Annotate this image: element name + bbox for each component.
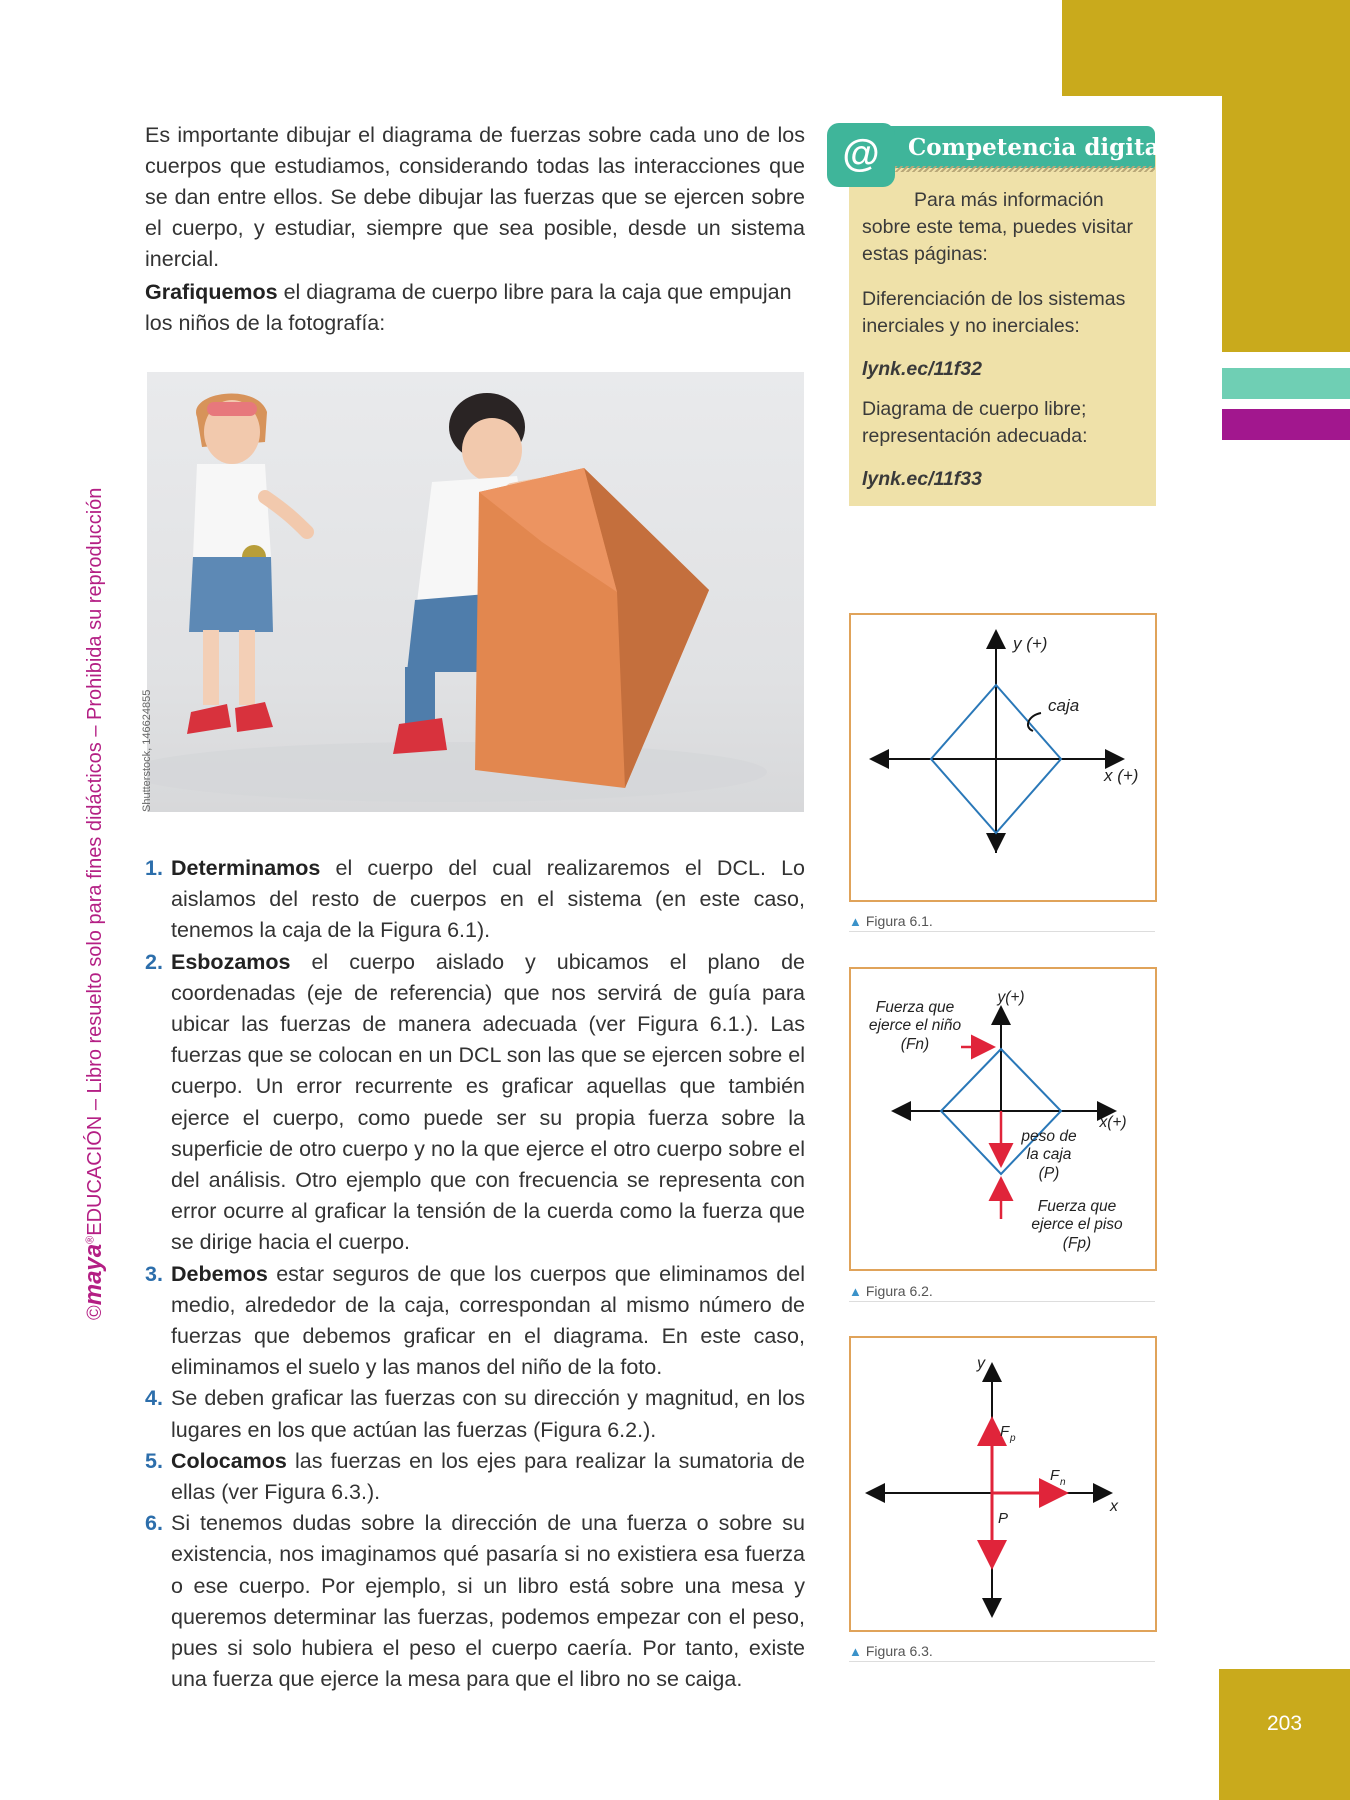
step-text: Se deben graficar las fuerzas con su dirección y magnitud, en los lugares en los que actúan las fuerzas (Figura 6.2.).: [171, 1386, 805, 1442]
y-axis-label: y(+): [997, 989, 1025, 1006]
step-bold: Debemos: [171, 1261, 268, 1286]
step-bold: Determinamos: [171, 856, 321, 880]
step-text: estar seguros de que los cuerpos que eliminamos del medio, alrededor de la caja, correspondan al mismo número de fuerzas que debemos graficar en el diagrama. En este caso, eliminamos el suelo y las manos del niño de la foto.: [171, 1261, 805, 1380]
caption-text: Figura 6.2.: [865, 1283, 933, 1299]
competencia-intro: Para más información sobre este tema, puedes visitar estas páginas:: [862, 189, 1133, 265]
x-axis-label: x: [1110, 1498, 1118, 1515]
figure-6-1-diagram: [851, 615, 1155, 900]
caption-text: Figura 6.1.: [865, 913, 933, 929]
step-number: 6.: [145, 1511, 163, 1536]
x-axis-label: x (+): [1104, 766, 1139, 785]
fp-label: F: [1000, 1423, 1010, 1440]
copyright-text: EDUCACIÓN – Libro resuelto solo para fines didácticos – Prohibida su reproducción: [84, 487, 106, 1236]
copyright-notice: ©maya®EDUCACIÓN – Libro resuelto solo para fines didácticos – Prohibida su reproducción: [80, 487, 107, 1320]
lead-text: el diagrama de cuerpo libre para la caja que empujan los niños de la fotografía:: [145, 280, 792, 335]
photo-credit: Shutterstock, 146624855: [141, 689, 153, 812]
step-item: [145, 947, 805, 1259]
brand-logo-text: maya: [80, 1243, 107, 1306]
step-text: el cuerpo aislado y ubicamos el plano de coordenadas (eje de referencia) que nos servirá de guía para ubicar las fuerzas de manera adecuada (ver Figura 6.1.). Las fuerzas que se colocan en un DCL son las que se ejercen sobre el cuerpo. Un error recurrente es graficar aquellas que también ejerce el cuerpo, como puede ser su propia fuerza sobre la superficie de otro cuerpo y no la que ejerce el otro cuerpo sobre el del análisis. Otro ejemplo que con frecuencia se representa con error ocurre al graficar la tensión de la cuerda como la fuerza que se dirige hacia el cuerpo.: [171, 949, 805, 1255]
decorative-gold-band-top: [1062, 0, 1350, 96]
orange-box: [475, 468, 709, 788]
step-number: 2.: [145, 949, 163, 974]
triangle-icon: ▲: [849, 1644, 862, 1659]
p-label-1: peso de: [1021, 1128, 1077, 1145]
x-axis-label: x(+): [1099, 1114, 1127, 1131]
fn-label-3: (Fn): [900, 1036, 930, 1053]
at-sign-icon: @: [827, 123, 895, 187]
body-label: caja: [1048, 696, 1080, 715]
step-text: Si tenemos dudas sobre la dirección de una fuerza o sobre su existencia, nos imaginamos qué pasaría si no existiera esa fuerza o ese cuerpo. Por ejemplo, si un libro está sobre una mesa y queremos determinar las fuerzas, podemos empezar con el peso, pues si solo hubiera el peso el cuerpo caería. Por tanto, existe una fuerza que ejerce la mesa para que el libro no se caiga.: [171, 1511, 805, 1692]
p-label-3: (P): [1038, 1165, 1060, 1182]
competencia-link-1[interactable]: lynk.ec/11f32: [862, 358, 982, 380]
step-number: 3.: [145, 1261, 163, 1286]
y-axis-label: y: [977, 1355, 985, 1372]
decorative-teal-bar: [1222, 368, 1350, 399]
girl-figure: [187, 393, 307, 734]
figure-6-1: [849, 613, 1157, 902]
caption-text: Figura 6.3.: [865, 1643, 933, 1659]
step-text: el cuerpo del cual realizaremos el DCL. Lo aislamos del resto de cuerpos en el sistema (en este caso, tenemos la caja de la Figura 6.1).: [171, 856, 805, 943]
photo-illustration: [147, 372, 804, 812]
children-pushing-box-photo: [147, 372, 804, 812]
figure-6-3-diagram: [851, 1338, 1155, 1630]
competencia-link-2[interactable]: lynk.ec/11f33: [862, 468, 982, 490]
fn-label: F: [1050, 1467, 1060, 1484]
step-item: [145, 1508, 805, 1695]
header-hatch-decoration: [895, 166, 1155, 172]
fn-label-sub: n: [1060, 1477, 1066, 1488]
page-number: 203: [1266, 1712, 1303, 1735]
y-axis-label: y (+): [1013, 634, 1048, 653]
competencia-item1-label: Diferenciación de los sistemas inerciales y no inerciales:: [862, 288, 1126, 337]
step-item: [145, 1259, 805, 1384]
figure-6-2-caption: [849, 1283, 1155, 1302]
intro-paragraph: Es importante dibujar el diagrama de fuerzas sobre cada uno de los cuerpos que estudiamos, considerando todas las interacciones que se dan entre ellos. Se debe dibujar las fuerzas que se ejercen sobre el cuerpo, y estudiar, siempre que sea posible, desde un sistema inercial.: [145, 123, 805, 271]
step-number: 4.: [145, 1386, 163, 1411]
decorative-magenta-bar: [1222, 409, 1350, 440]
dcl-steps-list: [145, 853, 805, 1695]
step-text: las fuerzas en los ejes para realizar la sumatoria de ellas (ver Figura 6.3.).: [171, 1448, 805, 1505]
fn-label-1: Fuerza que: [875, 999, 955, 1016]
fp-label-sub: p: [1010, 1433, 1016, 1444]
step-number: 5.: [145, 1448, 163, 1473]
triangle-icon: ▲: [849, 914, 862, 929]
fp-label-1: Fuerza que: [1037, 1198, 1117, 1215]
lead-bold: Grafiquemos: [145, 280, 278, 304]
competencia-digital-title: Competencia digital: [908, 134, 1169, 161]
step-number: 1.: [145, 856, 163, 880]
p-label: P: [998, 1510, 1009, 1527]
step-bold: Colocamos: [171, 1448, 287, 1473]
p-label-2: la caja: [1026, 1146, 1072, 1163]
figure-6-2-diagram: [851, 969, 1155, 1269]
competencia-item2-label: Diagrama de cuerpo libre; representación adecuada:: [862, 398, 1088, 447]
fn-label-2: ejerce el niño: [868, 1017, 962, 1034]
figure-6-3: [849, 1336, 1157, 1632]
fp-label-3: (Fp): [1062, 1235, 1092, 1252]
lead-paragraph: [145, 277, 805, 339]
step-item: [145, 1383, 805, 1445]
fp-label-2: ejerce el piso: [1031, 1216, 1123, 1233]
decorative-gold-band-side: [1222, 96, 1350, 352]
triangle-icon: ▲: [849, 1284, 862, 1299]
figure-6-2: [849, 967, 1157, 1271]
step-bold: Esbozamos: [171, 949, 291, 974]
figure-6-3-caption: [849, 1643, 1155, 1662]
step-item: [145, 1446, 805, 1508]
figure-6-1-caption: [849, 913, 1155, 932]
step-item: [145, 853, 805, 947]
